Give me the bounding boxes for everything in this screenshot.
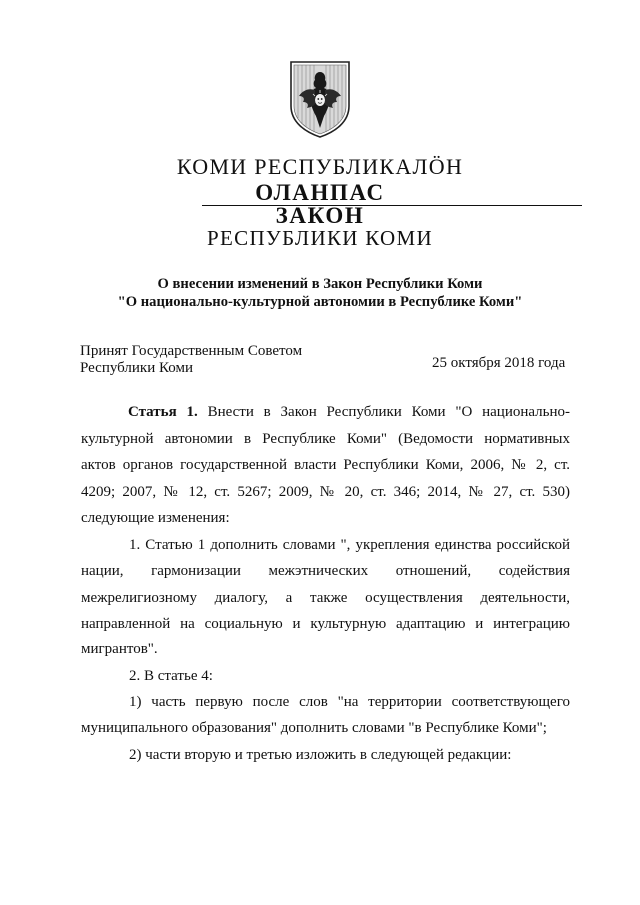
header-republic: РЕСПУБЛИКИ КОМИ	[207, 226, 433, 250]
item1-line-4: направленной на социальную и культурную адаптацию и интеграцию	[81, 616, 570, 632]
komi-coat-of-arms-icon	[289, 60, 351, 138]
law-title-line-2: "О национально-культурной автономии в Республике Коми"	[117, 294, 523, 310]
adoption-date: 25 октября 2018 года	[432, 355, 566, 371]
item1-line-3: межрелигиозному диалогу, а также осуществления деятельности,	[81, 590, 570, 606]
header-law: ЗАКОН	[275, 203, 365, 228]
item2-sub1-line-2: муниципального образования" дополнить словами "в Республике Коми";	[81, 720, 547, 736]
article-label: Статья 1.	[128, 404, 198, 420]
item1-line-2: нации, гармонизации межэтнических отношений, содействия	[81, 563, 570, 579]
item2-line-1: 2. В статье 4:	[129, 668, 213, 684]
article-line-3: актов органов государственной власти Республики Коми, 2006, № 2, ст.	[81, 457, 570, 473]
article-line-4: 4209; 2007, № 12, ст. 5267; 2009, № 20, ст. 346; 2014, № 27, ст. 530)	[81, 484, 570, 500]
header-komi-name: КОМИ РЕСПУБЛИКАЛÖН	[176, 154, 464, 179]
header-komi-law: ОЛАНПАС	[255, 180, 385, 205]
item1-line-1: 1. Статью 1 дополнить словами ", укрепления единства российской	[129, 537, 570, 553]
item2-sub2-line-1: 2) части вторую и третью изложить в следующей редакции:	[129, 747, 512, 763]
article-line-1	[128, 403, 570, 422]
item1-line-5: мигрантов".	[81, 641, 158, 657]
item2-sub1-line-1: 1) часть первую после слов "на территории соответствующего	[129, 694, 570, 710]
adopted-line-1: Принят Государственным Советом	[80, 343, 303, 359]
article-line-5: следующие изменения:	[81, 510, 230, 526]
adopted-by	[80, 343, 302, 377]
law-title-line-1: О внесении изменений в Закон Республики Коми	[157, 276, 483, 292]
adopted-line-2: Республики Коми	[80, 360, 193, 376]
article-line-2: культурной автономии в Республике Коми" (Ведомости нормативных	[81, 431, 570, 447]
article-line-1-text: Внести в Закон Республики Коми "О национально-	[207, 404, 571, 420]
